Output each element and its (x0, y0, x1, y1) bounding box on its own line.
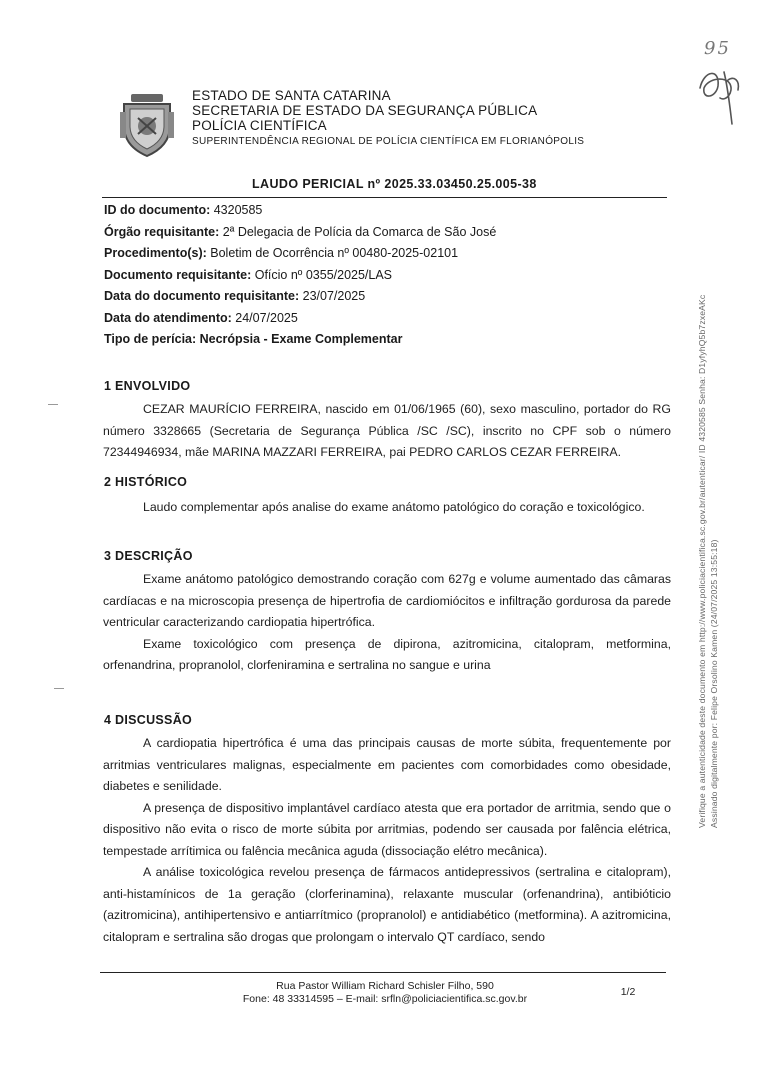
footer-contact: Fone: 48 33314595 – E-mail: srfln@policiacientifica.sc.gov.br (242, 993, 528, 1005)
meta-requesting-document-date: Data do documento requisitante: 23/07/2025 (104, 289, 366, 303)
meta-requesting-document: Documento requisitante: Ofício nº 0355/2025/LAS (104, 267, 393, 282)
document-metadata (104, 200, 496, 351)
section-history-text: Laudo complementar após analise do exame anátomo patológico do coração e toxicológico. (143, 500, 645, 514)
section-involved-text: CEZAR MAURÍCIO FERREIRA, nascido em 01/06/1965 (60), sexo masculino, portador do RG número 3328665 (Secretaria de Segurança Pública /SC /SC), inscrito no CPF sob o número 72344946934, mãe MARINA MAZZARI FERREIRA, pai PEDRO CARLOS CEZAR FERREIRA. (103, 402, 671, 459)
scan-mark (54, 688, 64, 689)
digital-signature-note: Assinado digitalmente por: Felipe Orsolino Kamen (24/07/2025 13:55:18) (709, 539, 719, 828)
section-heading-discussion: 4 DISCUSSÃO (104, 713, 193, 727)
header-superintendence: SUPERINTENDÊNCIA REGIONAL DE POLÍCIA CIENTÍFICA EM FLORIANÓPOLIS (192, 136, 585, 147)
title-divider (102, 197, 667, 198)
meta-requesting-agency: Órgão requisitante: 2ª Delegacia de Polícia da Comarca de São José (104, 224, 497, 239)
section-description-text: Exame anátomo patológico demostrando coração com 627g e volume aumentado das câmaras cardíacas e na microscopia presença de hipertrofia de cardiomiócitos e infiltração gordurosa da parede ventricular caracterizando cardiopatia hipertrófica. Exame toxicológico com presença de dipirona, azitromicina, citalopram, metformina, orfenandrina, propranolol, clorfeniramina e sertralina no sangue e urina (103, 572, 671, 672)
header-police: POLÍCIA CIENTÍFICA (192, 118, 327, 133)
section-heading-involved: 1 ENVOLVIDO (104, 379, 191, 393)
section-heading-description: 3 DESCRIÇÃO (104, 549, 193, 563)
meta-procedure: Procedimento(s): Boletim de Ocorrência nº 00480-2025-02101 (104, 246, 459, 260)
meta-service-date: Data do atendimento: 24/07/2025 (104, 310, 298, 325)
section-discussion-text: A cardiopatia hipertrófica é uma das principais causas de morte súbita, frequentemente por arritmias ventriculares malignas, especialmente em pacientes com comorbidades como obesidade, diabetes e senilidade. A presença de dispositivo implantável cardíaco atesta que era portador de arritmia, sendo que o dispositivo não evita o risco de morte súbita por arritmias, podendo ser causada por falência elétrica, tempestade arrítimica ou falência mecânica aguda (dissociação elétro mecânica). A análise toxicológica revelou presença de fármacos antidepressivos (sertralina e citalopram), anti-histamínicos de 1a geração (clorferinamina), relaxante muscular (orfenandrina), antibióticio (azitromicina), antihipertensivo e antiarrítmico (propranolol) e antidiabético (metformina). A azitromicina, citalopram e sertralina são drogas que prolongam o intervalo QT cardíaco, sendo (103, 736, 671, 944)
footer-divider (100, 972, 666, 973)
section-heading-history: 2 HISTÓRICO (104, 475, 188, 489)
page-number-stamp: 95 (704, 38, 731, 59)
meta-expertise-type: Tipo de perícia: Necrópsia - Exame Complementar (104, 332, 403, 346)
scan-mark (48, 404, 58, 405)
footer-address: Rua Pastor William Richard Schisler Filho, 590 (276, 980, 494, 992)
police-seal-logo (118, 92, 176, 158)
header-state: ESTADO DE SANTA CATARINA (192, 88, 391, 103)
header-secretariat: SECRETARIA DE ESTADO DA SEGURANÇA PÚBLICA (192, 103, 538, 118)
authenticity-note: Verifique a autenticidade deste documento em http://www.policiacientifica.sc.gov.br/autenticar/ ID 4320585 Senha: D1yfyhQ5b7zxeAKc (697, 294, 707, 828)
page-indicator: 1/2 (620, 986, 636, 998)
report-title: LAUDO PERICIAL nº 2025.33.03450.25.005-38 (252, 177, 537, 191)
meta-doc-id: ID do documento: 4320585 (104, 203, 263, 217)
handwritten-signature (690, 58, 748, 130)
